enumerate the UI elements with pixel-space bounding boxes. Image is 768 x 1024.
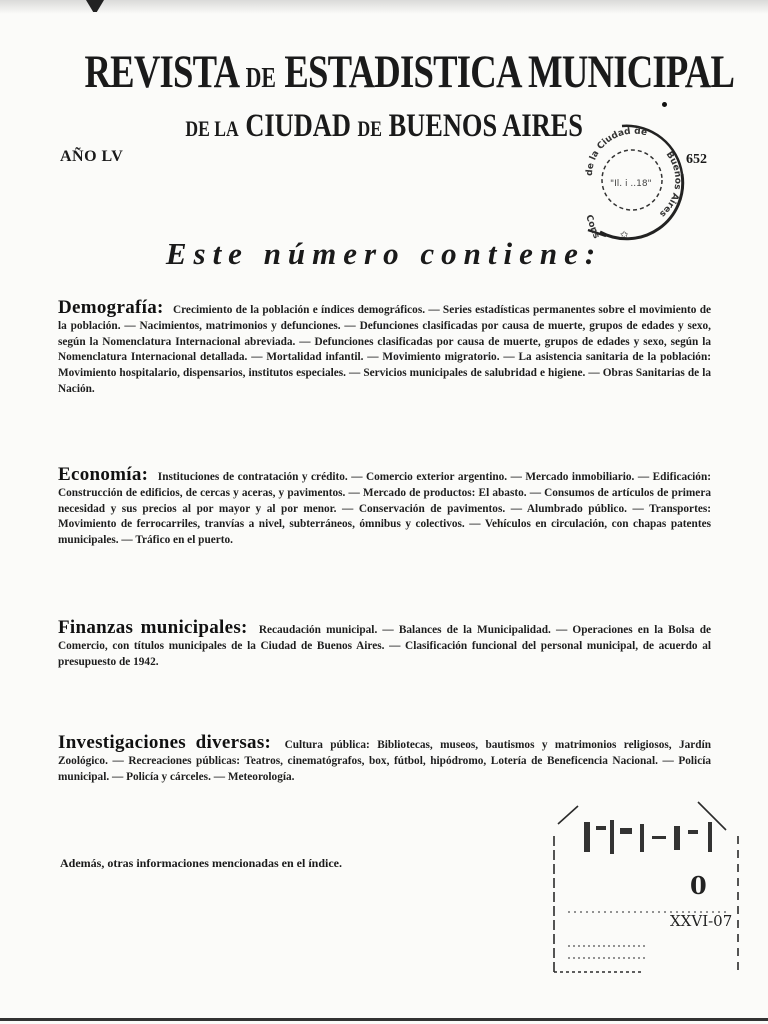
section-body: Instituciones de contratación y crédito. — Comercio exterior argentino. — Mercado inmobiliario. — Edificación: Construcción de edificios, de cercas y aceras, y pavimentos. — Mercado de productos: El abasto. — Consumos de artículos de primera necesidad y sus precios al por mayor y al por menor. — Conservación de pavimentos. — Alumbrado público. — Transportes: Movimiento de ferrocarriles, tranvías a nivel, subterráneos, ómnibus y colectivos. — Vehículos en circulación, con chapas patentes municipales. — Tráfico en el puerto. xyxy=(58,471,711,547)
circular-stamp xyxy=(570,114,694,244)
contents-heading: Este número contiene: xyxy=(165,236,603,271)
bottom-edge xyxy=(0,1018,768,1021)
subtitle-word: DE xyxy=(357,116,382,141)
section-finanzas xyxy=(58,617,711,670)
subtitle-word: BUENOS AIRES xyxy=(388,108,583,144)
stamp-number: 0 xyxy=(690,871,707,900)
section-body: Crecimiento de la población e índices demográficos. — Series estadísticas permanentes sobre el movimiento de la población. — Nacimientos, matrimonios y defunciones. — Defunciones clasificadas por causa de muerte, grupos de edades y sexo, según la Nomenclatura Internacional abreviada. — Defunciones clasificadas por causa de muerte, grupos de edades y sexo, según la Nomenclatura Internacional detallada. — Mortalidad infantil. — Movimiento migratorio. — La asistencia sanitaria de la población: Movimiento hospitalario, dispensarios, institutos especiales. — Servicios municipales de salubridad e higiene. — Obras Sanitarias de la Nación. xyxy=(58,304,712,395)
stamp-right-text: Buenos Aires xyxy=(657,149,683,219)
issue-number: 652 xyxy=(686,152,707,167)
stamp-code: XXVI-07 xyxy=(670,912,733,930)
section-title: Finanzas municipales: xyxy=(58,617,248,638)
journal-title xyxy=(84,44,735,107)
section-title: Investigaciones diversas: xyxy=(58,732,272,753)
index-note: Además, otras informaciones mencionadas en el índice. xyxy=(60,856,342,870)
star-icon: ✩ xyxy=(620,230,629,241)
title-word: ESTADISTICA MUNICIPAL xyxy=(284,46,735,98)
section-title: Demografía: xyxy=(58,297,164,318)
section-body: Recaudación municipal. — Balances de la Municipalidad. — Operaciones en la Bolsa de Comercio, con títulos municipales de la Ciudad de Buenos Aires. — Clasificación funcional del personal municipal, de acuerdo al presupuesto de 1942. xyxy=(58,624,711,668)
section-body: Cultura pública: Bibliotecas, museos, bautismos y matrimonios religiosos, Jardín Zoológico. — Recreaciones públicas: Teatros, cinematógrafos, box, fútbol, hipódromo, Lotería de Beneficencia Nacional. — Policía municipal. — Policía y cárceles. — Meteorología. xyxy=(58,739,712,783)
subtitle-word: DE LA xyxy=(185,116,239,141)
section-investigaciones xyxy=(58,732,712,785)
section-demografia xyxy=(58,297,712,398)
stamp-top-text: de la Ciudad de xyxy=(584,126,649,177)
stamp-left-text: Cons xyxy=(583,213,601,241)
title-word: REVISTA xyxy=(84,46,238,98)
section-economia xyxy=(58,464,711,549)
library-stamp xyxy=(548,796,748,982)
ink-dot xyxy=(662,102,667,107)
issue-year: AÑO LV xyxy=(60,148,124,165)
title-word: DE xyxy=(245,63,276,94)
section-title: Economía: xyxy=(58,464,149,485)
stamp-center-text: "Il. i ..18" xyxy=(610,179,652,189)
scan-edge xyxy=(0,0,768,14)
subtitle-word: CIUDAD xyxy=(245,108,351,144)
